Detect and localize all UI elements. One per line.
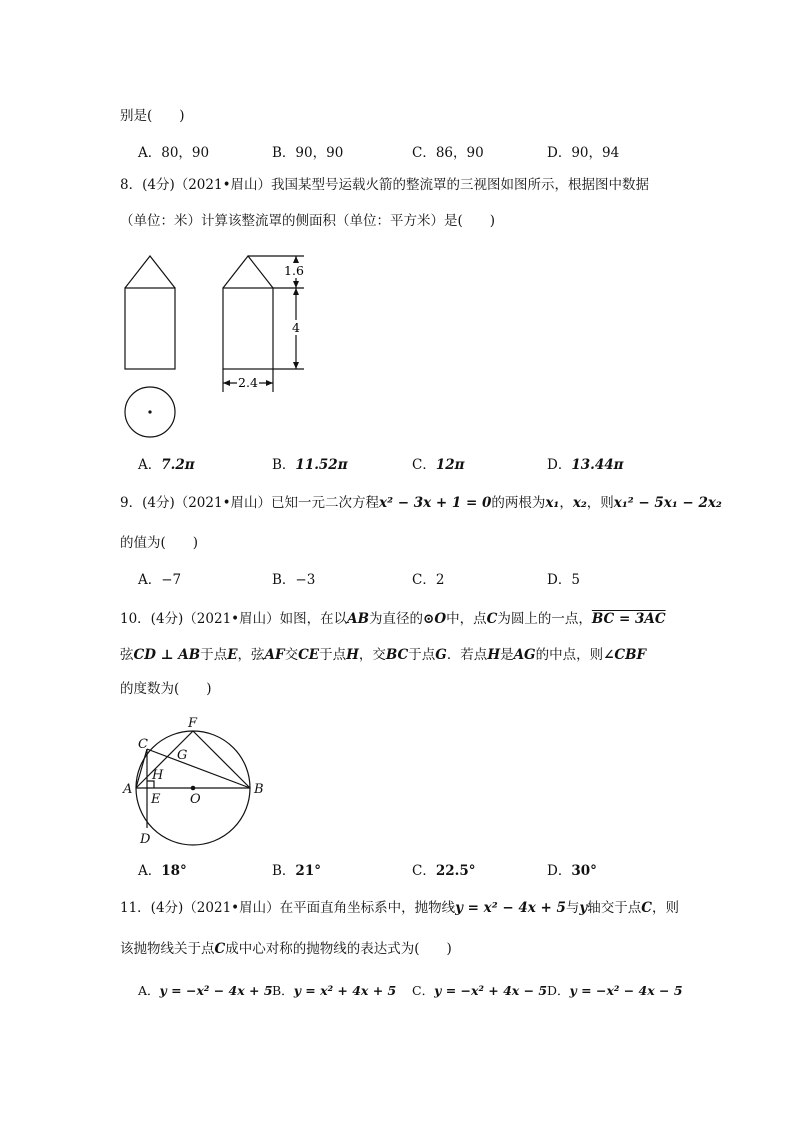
- q8-option-b[interactable]: B．11.52π: [272, 457, 348, 473]
- q10-option-a[interactable]: A．18°: [138, 863, 187, 879]
- label-c: C: [138, 737, 148, 752]
- label-o: O: [190, 792, 201, 807]
- label-d: D: [140, 832, 151, 847]
- q7-option-d[interactable]: D．90，94: [547, 145, 620, 161]
- q9-stem-line1: 9．(4分)（2021•眉山）已知一元二次方程x² − 3x + 1 = 0的两根为x₁，x₂，则x₁² − 5x₁ − 2x₂: [120, 495, 722, 511]
- q7-stem-tail: 别是( ): [120, 108, 185, 124]
- q8-option-a[interactable]: A．7.2π: [138, 457, 195, 473]
- label-h: H: [152, 768, 164, 783]
- q7-option-b[interactable]: B．90，90: [272, 145, 344, 161]
- q11-stem-line1: 11．(4分)（2021•眉山）在平面直角坐标系中，抛物线y = x² − 4x + 5与y轴交于点C，则: [120, 900, 680, 916]
- q7-option-c[interactable]: C．86，90: [412, 145, 484, 161]
- q8-stem-line1: 8．(4分)（2021•眉山）我国某型号运载火箭的整流罩的三视图如图所示，根据图中数据: [120, 177, 650, 193]
- dim-bottom-label: 2.4: [238, 375, 258, 390]
- q10-stem-line2: 弦CD ⊥ AB于点E，弦AF交CE于点H，交BC于点G．若点H是AG的中点，则∠CBF: [120, 647, 647, 663]
- q9-option-b[interactable]: B．−3: [272, 572, 316, 588]
- dim-top-label: 1.6: [284, 263, 304, 278]
- label-g: G: [177, 748, 188, 763]
- q9-stem-line2: 的值为( ): [120, 535, 199, 551]
- center-point: [191, 786, 196, 791]
- q9-option-d[interactable]: D．5: [547, 572, 580, 588]
- q11-stem-line2: 该抛物线关于点C成中心对称的抛物线的表达式为( ): [120, 941, 452, 957]
- q8-stem-line2: （单位：米）计算该整流罩的侧面积（单位：平方米）是( ): [120, 213, 496, 229]
- q9-option-c[interactable]: C．2: [412, 572, 445, 588]
- q7-option-a[interactable]: A．80，90: [138, 145, 210, 161]
- q11-option-b[interactable]: B．y = x² + 4x + 5: [272, 983, 397, 998]
- q11-option-a[interactable]: A．y = −x² − 4x + 5: [138, 983, 273, 998]
- q8-option-c[interactable]: C．12π: [412, 457, 465, 473]
- label-f: F: [188, 716, 198, 731]
- q10-option-b[interactable]: B．21°: [272, 863, 321, 879]
- label-b: B: [254, 782, 264, 797]
- q10-stem-line3: 的度数为( ): [120, 681, 212, 697]
- q8-option-d[interactable]: D．13.44π: [547, 457, 624, 473]
- label-a: A: [123, 782, 133, 797]
- label-e: E: [151, 792, 161, 807]
- q10-option-c[interactable]: C．22.5°: [412, 863, 476, 879]
- q11-option-d[interactable]: D．y = −x² − 4x − 5: [547, 983, 683, 998]
- q11-option-c[interactable]: C．y = −x² + 4x − 5: [412, 983, 548, 998]
- dim-side-label: 4: [292, 320, 300, 335]
- q9-option-a[interactable]: A．−7: [138, 572, 182, 588]
- q10-stem-line1: 10．(4分)（2021•眉山）如图，在以AB为直径的⊙O中，点C为圆上的一点，BC = 3AC: [120, 611, 666, 627]
- q10-option-d[interactable]: D．30°: [547, 863, 597, 879]
